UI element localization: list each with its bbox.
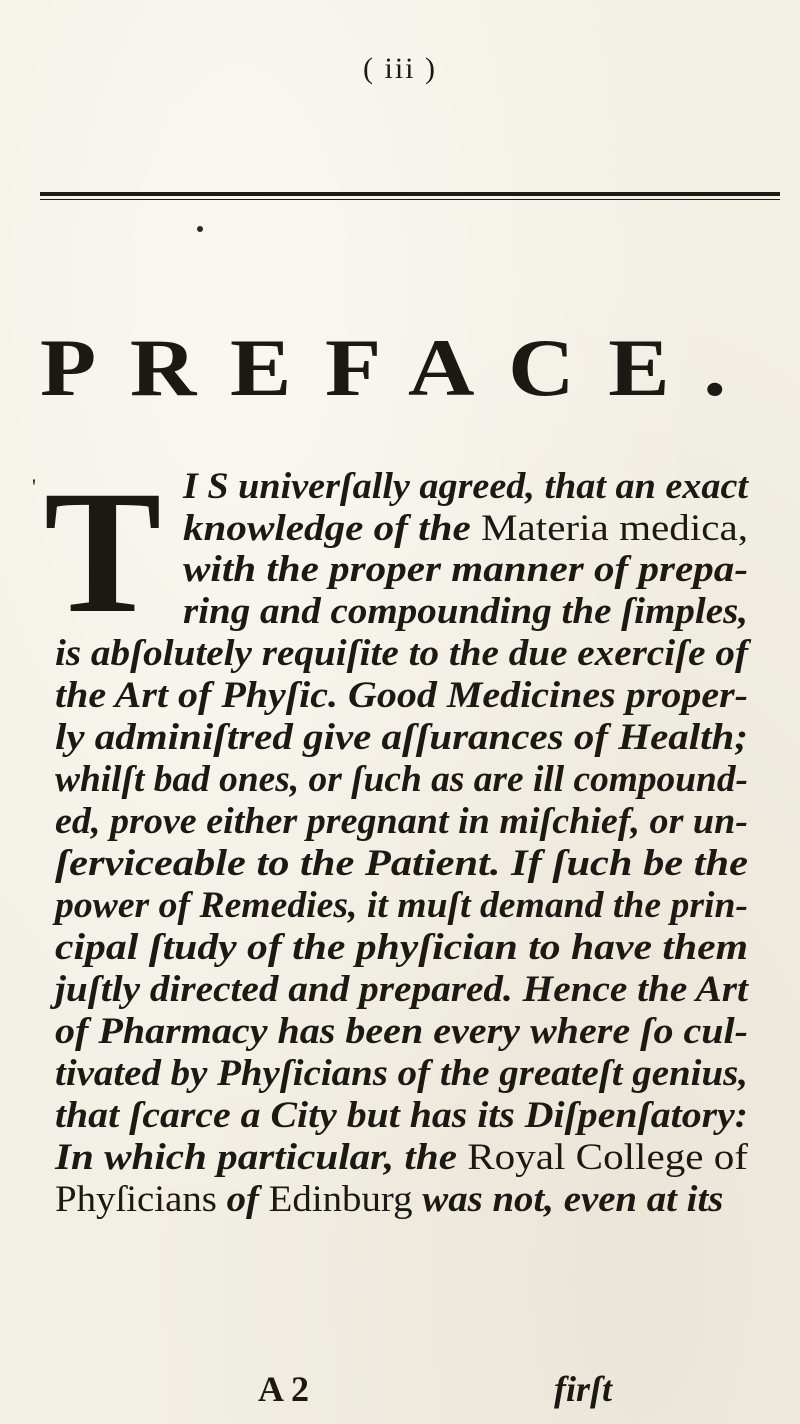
text-segment: power of Remedies, it muſt demand the prin-: [55, 885, 748, 926]
text-segment: Royal College of: [467, 1137, 749, 1178]
catchword: firſt: [554, 1369, 612, 1409]
page-title: PREFACE.: [40, 322, 760, 413]
header-rule-thin: [40, 199, 780, 200]
text-segment: was not, even at its: [412, 1179, 724, 1220]
text-line: [55, 1053, 748, 1095]
text-line: [55, 1179, 723, 1221]
text-segment: of Pharmacy has been every where ſo cul-: [55, 1011, 749, 1052]
text-segment: with the proper manner of prepa-: [183, 549, 749, 590]
text-segment: tivated by Phyſicians of the greateſt genius,: [55, 1053, 748, 1094]
text-segment: juſtly directed and prepared. Hence the Art: [55, 969, 748, 1010]
text-segment: the Art of Phyſic. Good Medicines proper-: [55, 675, 748, 716]
header-rule-thick: [40, 192, 780, 196]
text-line: [55, 885, 748, 927]
drop-cap: T: [44, 455, 162, 650]
text-segment: is abſolutely requiſite to the due exerciſe of: [55, 633, 749, 674]
text-segment: Phyſicians: [55, 1179, 217, 1220]
text-segment: Materia medica,: [480, 508, 749, 549]
text-line: [55, 1137, 748, 1179]
text-line: [55, 801, 748, 843]
text-line: [55, 843, 748, 885]
text-segment: cipal ſtudy of the phyſician to have them: [55, 927, 749, 968]
signature-mark: A 2: [258, 1369, 310, 1409]
text-segment: In which particular, the: [55, 1137, 468, 1178]
text-line: [55, 633, 748, 675]
text-segment: knowledge of the: [183, 508, 481, 549]
text-segment: that ſcarce a City but has its Diſpenſatory:: [55, 1095, 748, 1136]
text-line: [55, 969, 748, 1011]
text-segment: ly adminiſtred give aſſurances of Health;: [55, 717, 748, 758]
text-line: [55, 1011, 748, 1053]
text-segment: Edinburg: [268, 1179, 413, 1220]
text-line: [183, 508, 748, 550]
text-line: [55, 759, 748, 801]
text-segment: ed, prove either pregnant in miſchief, or un-: [55, 801, 748, 842]
ornament-dot: [197, 226, 203, 232]
text-line: [183, 466, 748, 508]
text-segment: whilſt bad ones, or ſuch as are ill compound-: [55, 759, 749, 800]
drop-cap-apostrophe: ': [32, 474, 36, 499]
page-number: ( iii ): [363, 52, 437, 85]
text-line: [183, 549, 748, 591]
text-segment: I S univerſally agreed, that an exact: [183, 466, 748, 507]
text-line: [55, 717, 748, 759]
text-line: [55, 927, 748, 969]
text-line: [183, 591, 748, 633]
text-line: [55, 675, 748, 717]
text-line: [55, 1095, 748, 1137]
text-segment: of: [216, 1179, 269, 1220]
text-segment: ring and compounding the ſimples,: [183, 591, 749, 632]
text-segment: ſerviceable to the Patient. If ſuch be the: [55, 843, 748, 884]
